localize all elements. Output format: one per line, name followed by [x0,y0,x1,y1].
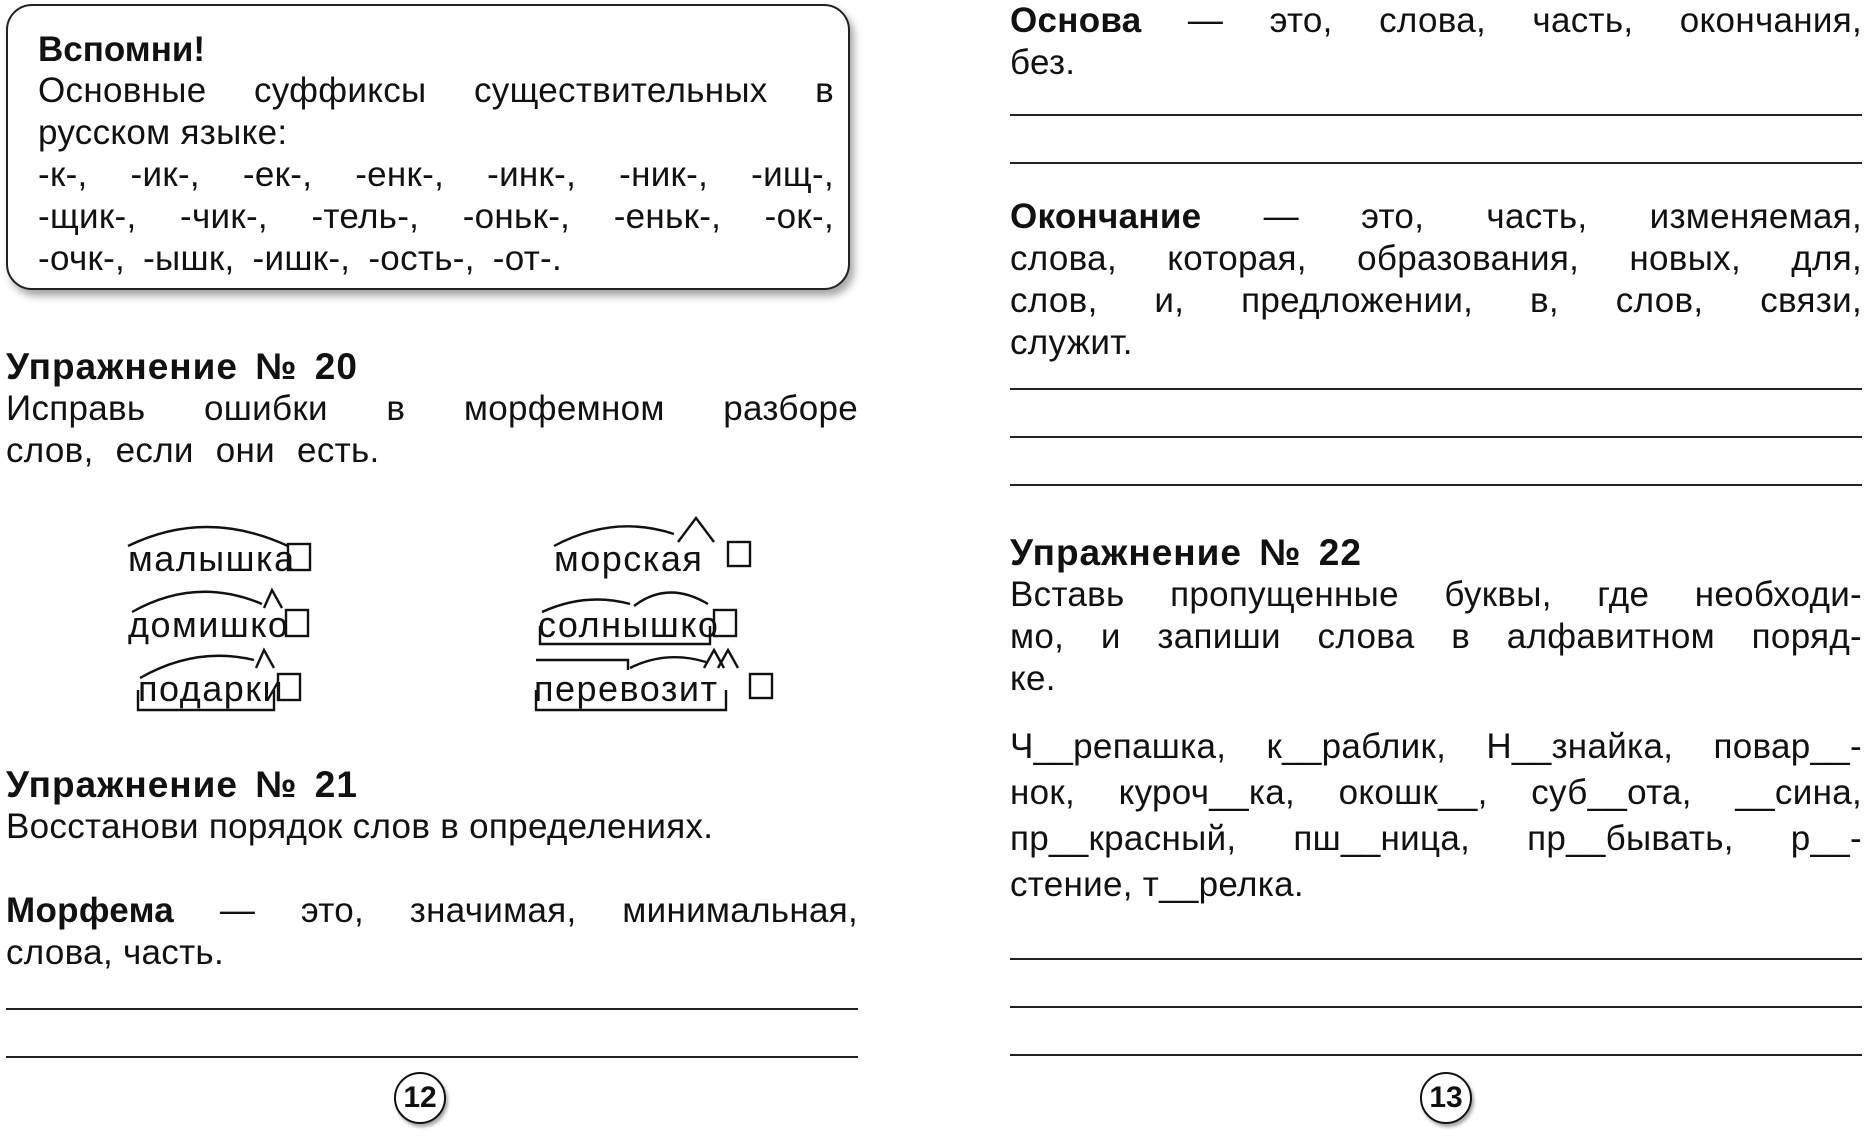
morpheme-word: домишко [128,604,290,645]
suffix-list-line: -щик-, -чик-, -тель-, -оньк-, -еньк-, -ок-, [38,197,834,236]
exercise-22 [1010,532,1862,700]
morpheme-word: малышка [128,538,296,579]
remember-text-line: русском языке: [38,113,288,152]
answer-line[interactable] [1010,162,1862,164]
task-words-line: нок, куроч__ка, окошк__, суб__ота, __сина, [1010,773,1862,812]
morpheme-words [6,500,858,720]
remember-box [6,4,850,290]
answer-line[interactable] [1010,1054,1862,1056]
exercise-instruction: Вставь пропущенные буквы, где необходи- [1010,575,1862,614]
definition-words: — это, слова, часть, окончания, [1141,1,1862,40]
answer-line[interactable] [1010,114,1862,116]
exercise-instruction: Восстанови порядок слов в определениях. [6,807,714,846]
definition-words: — это, значимая, минимальная, [174,891,858,930]
suffix-list-line: -очк-, -ышк, -ишк-, -ость-, -от-. [38,239,563,278]
answer-line[interactable] [6,1056,858,1058]
exercise-title: Упражнение № 20 [6,346,358,387]
ending-box [728,542,750,566]
suffix-mark [256,650,274,668]
left-page [6,0,858,1136]
answer-line[interactable] [1010,484,1862,486]
ending-box [750,674,772,698]
answer-line[interactable] [6,1008,858,1010]
task-words-line: Ч__репашка, к__раблик, Н__знайка, повар__- [1010,727,1862,766]
task-words-line: пр__красный, пш__ница, пр__бывать, р__- [1010,819,1862,858]
definition-morpheme [6,890,858,974]
exercise-instruction: слов, если они есть. [6,431,380,470]
suffix-list-line: -к-, -ик-, -ек-, -енк-, -инк-, -ник-, -ищ-, [38,155,834,194]
page-number: 13 [1420,1072,1472,1124]
suffix-mark [718,650,738,668]
exercise-22-task [1010,724,1862,908]
right-page [1010,0,1862,1136]
exercise-title: Упражнение № 21 [6,764,358,805]
morpheme-word: солнышко [538,604,720,645]
answer-line[interactable] [1010,958,1862,960]
suffix-mark [704,650,724,668]
answer-line[interactable] [1010,1006,1862,1008]
definition-term: Окончание [1010,197,1202,236]
task-words-line: стение, т__релка. [1010,865,1304,904]
morpheme-word: морская [554,538,704,579]
answer-line[interactable] [1010,436,1862,438]
root-arc [630,657,706,668]
morpheme-word: подарки [138,668,285,709]
remember-title: Вспомни! [38,30,206,69]
remember-text-line: Основные суффиксы существительных в [38,71,834,110]
exercise-instruction: мо, и запиши слова в алфавитном поряд- [1010,617,1862,656]
exercise-instruction: ке. [1010,659,1056,698]
exercise-20 [6,346,858,472]
exercise-title: Упражнение № 22 [1010,532,1362,573]
definition-words: слова, которая, образования, новых, для, [1010,239,1862,278]
definition-term: Морфема [6,891,175,930]
page-number: 12 [394,1072,446,1124]
definition-words: слова, часть. [6,933,224,972]
exercise-instruction: Исправь ошибки в морфемном разборе [6,389,858,428]
definition-words: — это, часть, изменяемая, [1201,197,1862,236]
definition-term: Основа [1010,1,1142,40]
definition-osnova [1010,0,1862,84]
morpheme-word: перевозит [534,668,719,709]
definition-words: без. [1010,43,1076,82]
definition-okonchanie [1010,196,1862,364]
answer-line[interactable] [1010,388,1862,390]
definition-words: слов, и, предложении, в, слов, связи, [1010,281,1862,320]
exercise-21 [6,764,858,848]
definition-words: служит. [1010,323,1133,362]
